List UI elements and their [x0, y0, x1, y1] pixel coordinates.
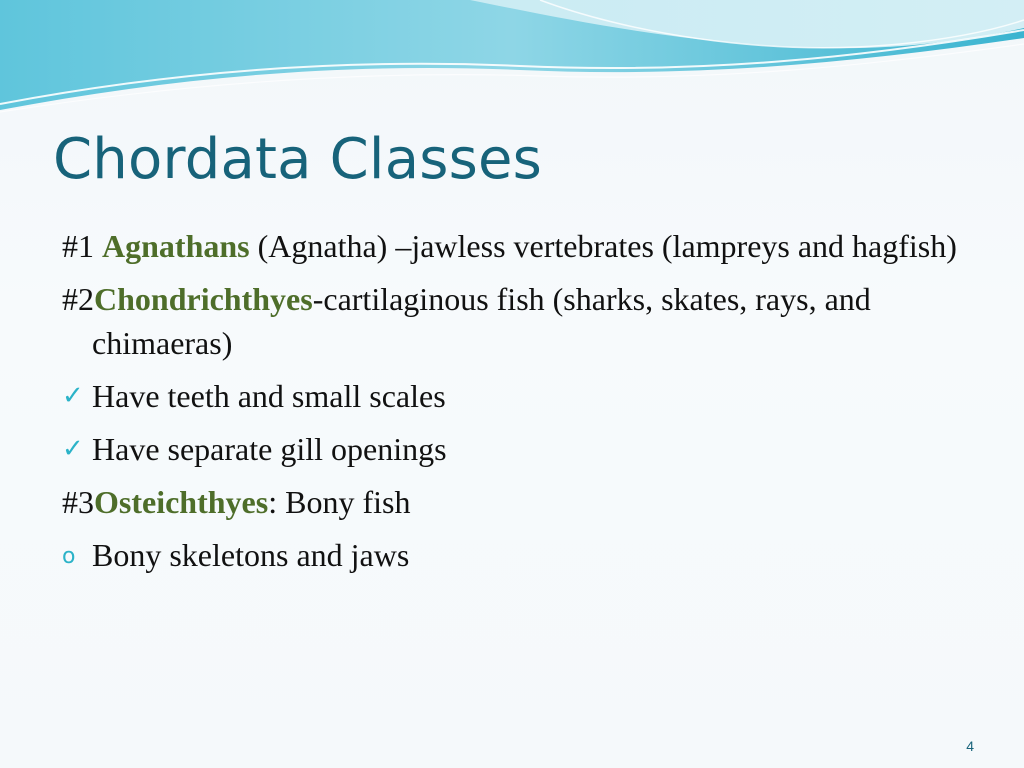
page-number: 4 — [966, 738, 974, 754]
bullet-item — [62, 427, 972, 471]
item-prefix: #3 — [62, 484, 94, 520]
item-description: : Bony fish — [268, 484, 411, 520]
item-prefix: #1 — [62, 228, 102, 264]
item-description: (Agnatha) –jawless vertebrates (lampreys and hagfish) — [249, 228, 957, 264]
agnathans-item — [62, 224, 972, 268]
checkmark-icon: ✓ — [62, 381, 84, 411]
bullet-text: Have separate gill openings — [92, 431, 447, 467]
item-prefix: #2 — [62, 281, 94, 317]
term-agnathans: Agnathans — [102, 228, 250, 264]
bullet-item — [62, 374, 972, 418]
bullet-text: Bony skeletons and jaws — [92, 537, 410, 573]
item-description: -cartilaginous fish (sharks, skates, rays, and chimaeras) — [92, 281, 871, 361]
osteichthyes-item — [62, 480, 972, 524]
term-chondrichthyes: Chondrichthyes — [94, 281, 313, 317]
circle-bullet-icon: o — [62, 544, 76, 569]
term-osteichthyes: Osteichthyes — [94, 484, 269, 520]
bullet-text: Have teeth and small scales — [92, 378, 446, 414]
chondrichthyes-item — [62, 277, 972, 365]
slide-body — [62, 224, 972, 586]
bullet-item — [62, 533, 972, 577]
checkmark-icon: ✓ — [62, 434, 84, 464]
slide-title: Chordata Classes — [53, 127, 542, 192]
header-wave-decoration — [0, 0, 1024, 120]
